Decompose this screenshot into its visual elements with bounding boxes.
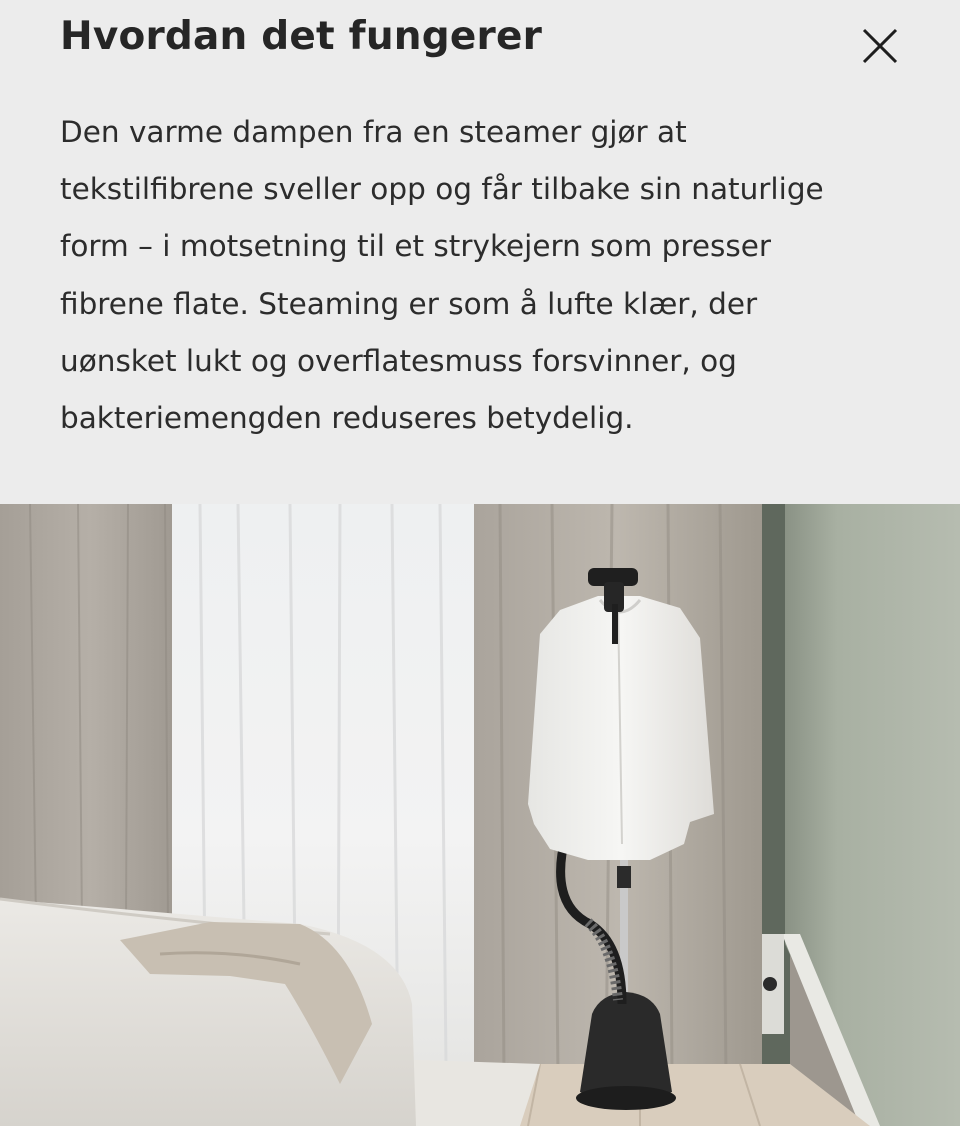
steamer-photo bbox=[0, 504, 960, 1126]
close-icon bbox=[858, 24, 902, 68]
panel-title: Hvordan det fungerer bbox=[60, 14, 543, 59]
close-button[interactable] bbox=[858, 24, 902, 68]
info-panel bbox=[0, 0, 960, 504]
panel-description: Den varme dampen fra en steamer gjør at tekstilfibrene sveller opp og får tilbake sin naturlige form – i motsetning til et strykejern som presser fibrene flate. Steaming er som å lufte klær, der uønsket lukt og overflatesmuss forsvinner, og bakteriemengden reduseres betydelig. bbox=[60, 115, 824, 436]
